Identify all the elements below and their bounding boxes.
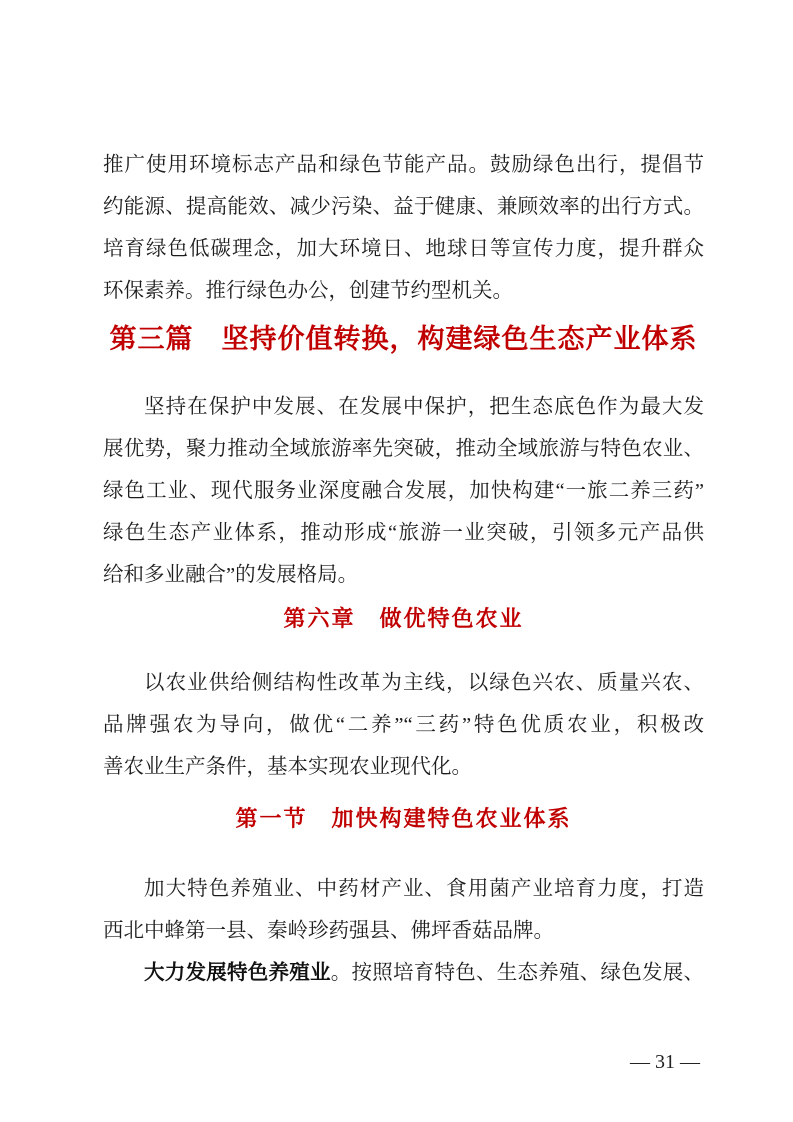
text-line: 推广使用环境标志产品和绿色节能产品。鼓励绿色出行，提倡节 [103, 154, 704, 176]
text-line: 约能源、提高能效、减少污染、益于健康、兼顾效率的出行方式。 [103, 196, 704, 218]
text-line: 加大特色养殖业、中药材产业、食用菌产业培育力度，打造 [144, 878, 704, 900]
section-heading: 第一节 加快构建特色农业体系 [235, 806, 572, 831]
text-line: 以农业供给侧结构性改革为主线，以绿色兴农、质量兴农、 [144, 672, 704, 694]
text-line: 展优势，聚力推动全域旅游率先突破，推动全域旅游与特色农业、 [103, 438, 704, 460]
bold-run-in-heading: 大力发展特色养殖业 [144, 961, 331, 984]
text-line: 坚持在保护中发展、在发展中保护，把生态底色作为最大发 [144, 396, 704, 418]
text-line: 品牌强农为导向，做优“二养”“三药”特色优质农业，积极改 [103, 714, 704, 736]
chapter-heading: 第六章 做优特色农业 [283, 606, 524, 631]
paragraph-section-body [103, 868, 704, 952]
text-line: 绿色工业、现代服务业深度融合发展，加快构建“一旅二养三药” [103, 480, 704, 502]
text-line: 环保素养。推行绿色办公，创建节约型机关。 [103, 280, 513, 302]
paragraph-green-lifestyle [103, 144, 704, 312]
text-line: 培育绿色低碳理念，加大环境日、地球日等宣传力度，提升群众 [103, 238, 704, 260]
run-in-continuation: 。按照培育特色、生态养殖、绿色发展、 [330, 962, 704, 984]
text-line [103, 952, 704, 994]
text-line: 善农业生产条件，基本实现农业现代化。 [103, 756, 472, 778]
part-heading: 第三篇 坚持价值转换，构建绿色生态产业体系 [109, 324, 698, 354]
text-line: 西北中蜂第一县、秦岭珍药强县、佛坪香菇品牌。 [103, 920, 554, 942]
paragraph-part-intro [103, 386, 704, 596]
page-content [103, 144, 704, 994]
text-line: 绿色生态产业体系，推动形成“旅游一业突破，引领多元产品供 [103, 522, 704, 544]
paragraph-bold-lead [103, 952, 704, 994]
paragraph-chapter-intro [103, 662, 704, 788]
text-line: 给和多业融合”的发展格局。 [103, 564, 359, 586]
page-number: — 31 — [630, 1051, 700, 1073]
